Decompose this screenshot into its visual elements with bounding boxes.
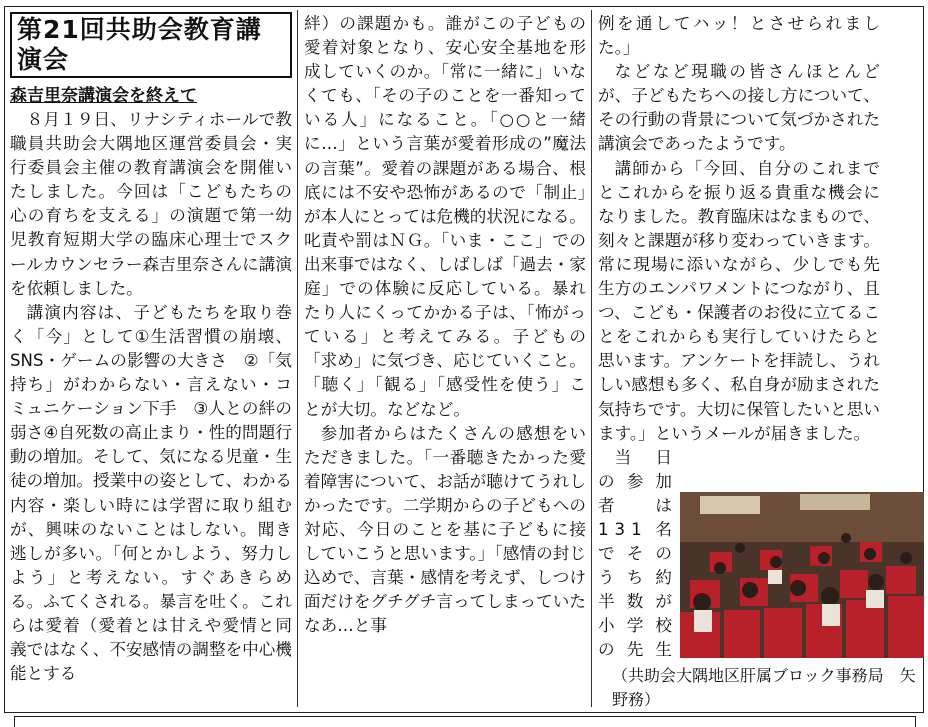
paragraph: ８月１９日、リナシティホールで教職員共助会大隅地区運営委員会・実行委員会主催の教育講演会を開催いたしました。今回は「こどもたちの心の育ちを支える」の演題で第一幼児教育短期大学の臨床心理士でスクールカウンセラー森吉里奈さんに講演を依頼しました。 <box>10 110 292 298</box>
column-2 <box>304 12 586 709</box>
article-subtitle: 森吉里奈講演会を終えて <box>10 86 197 106</box>
article-title: 第21回共助会教育講演会 <box>10 12 292 78</box>
paragraph: 講師から「今回、自分のこれまでとこれからを振り返る貴重な機会になりました。教育臨床はなまもので、刻々と課題が移り変わっていきます。常に現場に添いながら、少しでも先生方のエンパワメントにつながり、且つ、こども・保護者のお役に立てることをこれからも実行していけたらと思います。アンケートを拝読し、うれしい感想も多く、私自身が励まされた気持ちです。大切に保管したいと思います。」というメールが届きました。 <box>598 158 880 443</box>
paragraph-attendance: 当日の参加者は131名でそのうち約半数が小学校の先生 <box>598 447 678 660</box>
paragraph: などなど現職の皆さんほとんどが、子どもたちへの接し方について、その行動の背景について気づかされた講演会であったようです。 <box>598 62 880 154</box>
column-1 <box>10 12 292 709</box>
audience-photo <box>680 492 924 658</box>
paragraph: 講演内容は、子どもたちを取り巻く「今」として①生活習慣の崩壊、SNS・ゲームの影響の大きさ ②「気持ち」がわからない・言えない・コミュニケーション下手 ③人との絆の弱さ④自死数の高止まり・性的問題行動の増加。そして、気になる児童・生徒の増加。授業中の姿として、わかる内容・楽しい時には学習に取り組むが、興味のないことはしない。聞き逃しが多い。「何とかしよう、努力しよう」と考えない。すぐあきらめる。ふてくされる。暴言を吐く。これらは愛着（愛着とは甘えや愛情と同義ではなく、不安感情の調整を中心機能とする <box>10 302 292 684</box>
paragraph: 絆）の課題かも。誰がこの子どもの愛着対象となり、安心安全基地を形成していくのか。「常に一緒に」いなくても、「その子のことを一番知っている人」になること。「○○と一緒に…」という言葉が愛着形成の”魔法の言葉”。愛着の課題がある場合、根底には不安や恐怖があるので「制止」が本人にとっては危機的状況になる。叱責や罰はＮＧ。「いま・ここ」での出来事ではなく、しばしば「過去・家庭」での体験に反応している。暴れたり人にくってかかる子は、「怖がっている」と考えてみる。子どもの「求め」に気づき、応じていくこと。「聴く」「観る」「感受性を使う」ことが大切。などなど。 <box>304 14 586 419</box>
paragraph: 参加者からはたくさんの感想をいただきました。「一番聴きたかった愛着障害について、お話が聴けてうれしかったです。二学期からの子どもへの対応、今日のことを基に子どもに接していこうと思います。」「感情の封じ込めで、言葉・感情を考えず、しつけ面だけをグチグチ言ってしまっていたなあ…と事 <box>304 423 586 636</box>
paragraph: 例を通してハッ！とさせられました。」 <box>598 14 880 58</box>
next-article-box <box>14 716 916 727</box>
credit-line: （共助会大隅地区肝属ブロック事務局 矢野務） <box>612 666 916 709</box>
bottom-rule <box>4 712 922 713</box>
column-divider <box>297 10 298 707</box>
column-divider <box>591 10 592 707</box>
